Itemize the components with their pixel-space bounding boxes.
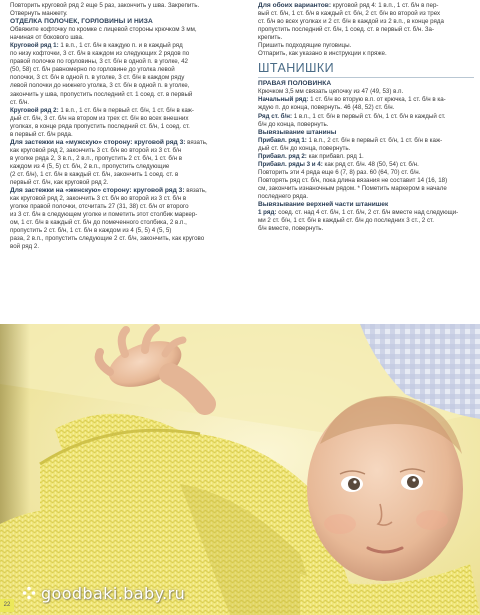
subsection-heading: Для обоих вариантов: [258, 2, 332, 9]
subsection-text: вязать, как круговой ряд 2, закончить 3 ст. б/н во второй из 3 ст. б/н в уголке ряда 2, 3 в.п., 2 в.п., пропустить 2 ст. б/н, 1 ст. б/н в каждом из 4 (5, 5) ст. б/н, 2 в.п., пропустить следующие (2 ст. б/н), 1 ст. б/н в каждый ст. б/н, закончить 1 соед. ст. в первый ст. б/н, как круговой ряд 2. [10, 138, 208, 187]
subsection [10, 187, 242, 251]
subsection [258, 129, 474, 137]
subsection-heading: Для застежки на «мужскую» сторону: круговой ряд 3: [10, 138, 186, 146]
subsection [258, 201, 474, 209]
subsection [10, 139, 242, 187]
right-column [258, 2, 474, 233]
row-label: 1 ряд: [258, 209, 277, 217]
subsection-heading: Для застежки на «женскую» сторону: круговой ряд 3: [10, 187, 185, 195]
baby-photo [0, 324, 480, 615]
row-label: Ряд ст. б/н: [258, 112, 293, 120]
site-watermark [22, 582, 185, 604]
row-label: Прибавл. ряды 3 и 4: [258, 160, 323, 168]
paragraph: Крючком 3,5 мм связать цепочку из 47 (49, 53) в.п. [258, 88, 404, 96]
watermark-dots-icon [22, 586, 36, 600]
instruction-row [258, 113, 474, 129]
left-column [10, 2, 242, 251]
paragraph: Повторить эти 4 ряда еще 6 (7, 8) раз. 60 (64, 70) ст. б/н. Повторять ряд ст. б/н, пока длина вязания не составит 14 (16, 18) см, закончить изнаночным рядом. * Пометить маркером в начале последнего ряда. [258, 168, 448, 200]
row-text: 1 в.п., 2 ст. б/н в первый ст. б/н, 1 ст. б/н в каж- дый ст. б/н до конца, повернуть. [258, 136, 443, 152]
instruction-text-area [0, 2, 480, 324]
paragraph: Обвяжите кофточку по кромке с лицевой стороны крючком 3 мм, начиная от бокового шва. [10, 26, 197, 42]
baby-face [307, 396, 463, 581]
instruction-row [258, 209, 474, 233]
subsection [258, 2, 474, 58]
watermark-text: goodbaki.baby.ru [41, 583, 186, 603]
subsection-heading: Вывязывание штанины [258, 128, 337, 136]
row-text: 1 в.п., 1 ст. б/н в первый ст. б/н, 1 ст. б/н в каж- дый ст. б/н, 3 ст. б/н на втором из трех ст. б/н во всех внешних уголках, в конце ряда пропустить последний ст. б/н, 1 соед. ст. в первый ст. б/н ряда. [10, 106, 194, 138]
row-text: 1 ст. б/н во вторую в.п. от крючка, 1 ст. б/н в ка- ждую п. до конца, повернуть. 46 (48, 52) ст. б/н. [258, 96, 446, 112]
row-text: как ряд ст. б/н. 48 (50, 54) ст. б/н. [322, 160, 419, 168]
chapter-heading: ШТАНИШКИ [258, 61, 474, 78]
row-text: 1 в.п., 1 ст. б/н в первый ст. б/н, 1 ст. б/н в каждый ст. б/н до конца, повернуть. [258, 112, 446, 128]
row-text: соед. ст. над 4 ст. б/н, 1 ст. б/н, 2 ст. б/н вместе над следующи- ми 2 ст. б/н, 1 ст. б/н в каждый ст. б/н до последних 3 ст., 2 ст. б/н вместе, повернуть. [258, 209, 459, 233]
section-heading: ПРАВАЯ ПОЛОВИНКА [258, 80, 332, 88]
paragraph: Повторить круговой ряд 2 еще 5 раз, закончить у шва. Закрепить. Отвернуть манжету. [10, 2, 200, 18]
subsection-heading: Вывязывание верхней части штанишек [258, 201, 389, 209]
instruction-row [258, 153, 474, 161]
instruction-row [258, 161, 474, 169]
instruction-row [10, 42, 242, 106]
instruction-row [10, 107, 242, 139]
row-label: Прибавл. ряд 2: [258, 152, 307, 160]
row-label: Круговой ряд 2: [10, 106, 59, 114]
row-text: 1 в.п., 1 ст. б/н в каждую п. и в каждый ряд по низу кофточки, 3 ст. б/н в каждом из следующих 2 рядов по правой полочке по горловины, 3 ст. б/н в одной п. в уголке, 42 (50, 58) ст. б/н равномерно по горловине до уголка левой полочки, 3 ст. б/н в одной п. в уголке, 3 ст. б/н в каждом ряду левой полочки до нижнего уголка, 3 ст. б/н в одной п. в уголке, закончить у шва, пропустить последний ст. 1 соед. ст. в первый ст. б/н. [10, 42, 193, 106]
instruction-row [258, 137, 474, 153]
instruction-row [258, 96, 474, 112]
subsection-text: вязать, как круговой ряд 2, закончить 3 ст. б/н во второй из 3 ст. б/н в уголке правой полочки, отсчитать 27 (31, 38) ст. б/н от второго из 3 ст. б/н в следующем уголке и пометить этот столбик маркер- ом, 1 ст. б/н в каждый ст. б/н до помеченного столбика, 2 в.п., пропустить 2 ст. б/н, 1 ст. б/н в каждом из 4 (5, 5) 4 (5, 5) раза, 2 в.п., пропустить следующие 2 ст. б/н, закончить, как кругово вой ряд 2. [10, 187, 207, 251]
row-label: Прибавл. ряд 1: [258, 136, 307, 144]
row-label: Круговой ряд 1: [10, 42, 59, 50]
row-label: Начальный ряд: [258, 96, 309, 104]
section-heading: ОТДЕЛКА ПОЛОЧЕК, ГОРЛОВИНЫ И НИЗА [10, 18, 153, 26]
subsection-text: круговой ряд 4: 1 в.п., 1 ст. б/н в пер- вый ст. б/н, 1 ст. б/н в каждый ст. б/н, 2 ст. б/н во второй из трех ст. б/н во всех уголках и 2 ст. б/н в каждой из 2 в.п., в конце ряда пропустить последний ст. б/н, 1 соед. ст. в первый ст. б/н. За- крепить. Пришить подходящие пуговицы. Отпарить, как указано в инструкции к пряже. [258, 2, 444, 58]
row-text: как прибавл. ряд 1. [306, 152, 364, 160]
page-number: 22 [0, 599, 14, 612]
baby-in-yellow-knit-illustration [0, 324, 480, 615]
